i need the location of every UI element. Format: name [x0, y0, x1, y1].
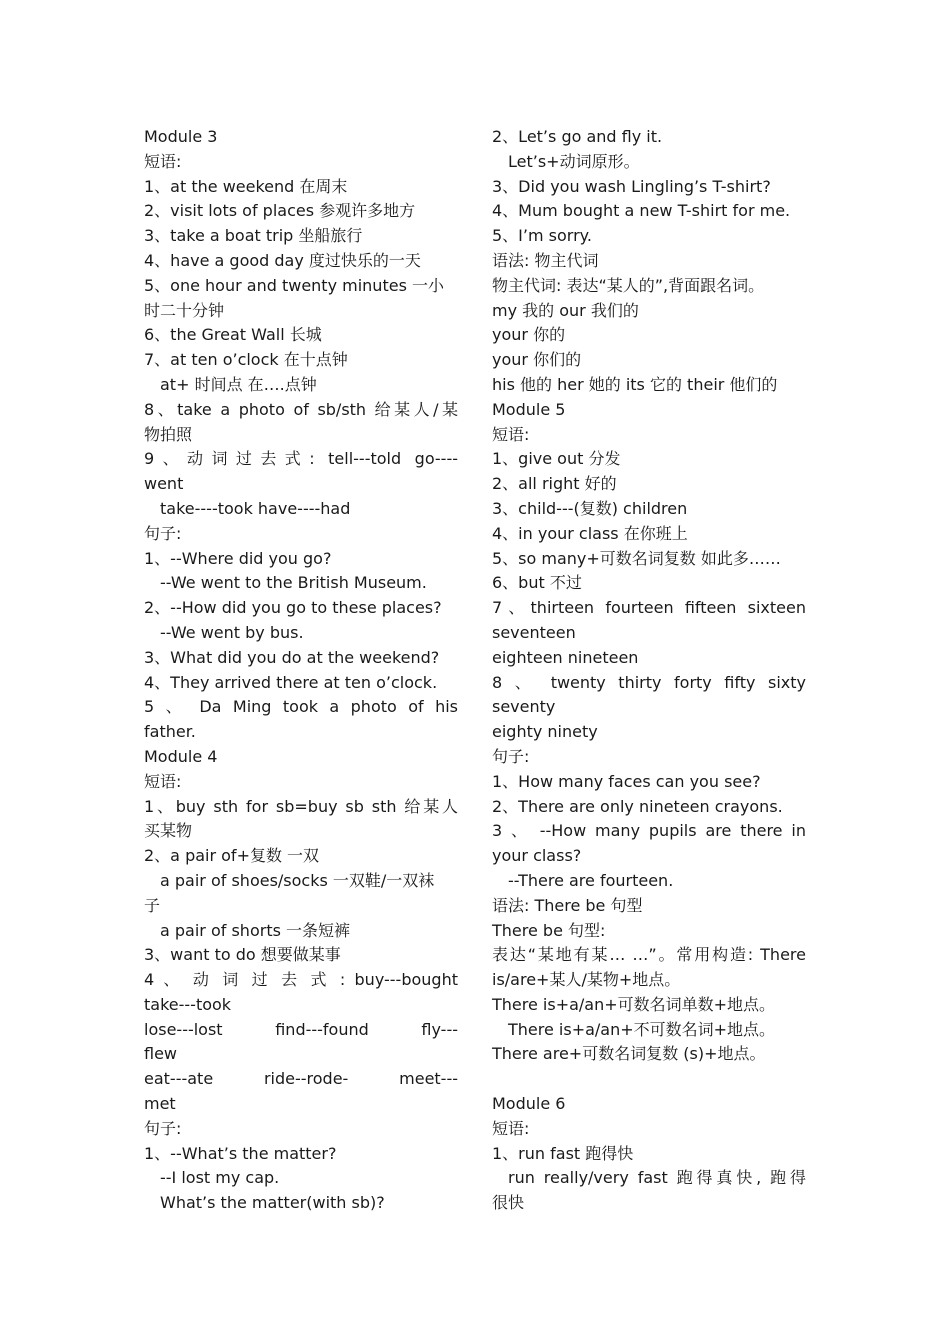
text-line: 3、want to do 想要做某事	[144, 945, 341, 965]
text-line: Let’s+动词原形。	[508, 151, 640, 171]
text-line: seventeen	[492, 622, 576, 642]
text-line: went	[144, 474, 184, 494]
text-line: 4、in your class 在你班上	[492, 523, 688, 543]
text-line: 9、动词过去式: tell---told go----	[144, 449, 458, 469]
text-line: 2、Let’s go and fly it.	[492, 127, 663, 146]
text-line: a pair of shoes/socks 一双鞋/一双袜	[160, 870, 435, 890]
text-line: take----took have----had	[160, 498, 351, 518]
text-line: 2、visit lots of places 参观许多地方	[144, 201, 416, 221]
text-line: 短语:	[144, 151, 182, 171]
text-line: 6、but 不过	[492, 573, 582, 593]
text-line: 2、There are only nineteen crayons.	[492, 796, 783, 816]
text-line: lose---lost find---found fly---	[144, 1019, 458, 1039]
text-line: 4 、 动 词 过 去 式 : buy---bought	[144, 970, 458, 990]
text-line: 4、Mum bought a new T-shirt for me.	[492, 201, 791, 221]
text-line: 短语:	[144, 771, 182, 791]
text-line: eighty ninety	[492, 722, 598, 742]
text-line: 句子:	[144, 523, 182, 543]
text-line: There is+a/an+可数名词单数+地点。	[492, 994, 776, 1014]
text-line: 子	[144, 895, 161, 915]
text-line: 短语:	[492, 424, 530, 444]
text-line: 8、take a photo of sb/sth 给某人/某	[144, 399, 458, 419]
text-line	[492, 1067, 806, 1092]
text-line: eighteen nineteen	[492, 647, 639, 667]
text-line: 3、Did you wash Lingling’s T-shirt?	[492, 176, 771, 196]
text-line: 5、one hour and twenty minutes 一小	[144, 275, 444, 295]
text-line: 很快	[492, 1193, 525, 1213]
text-line: There be 句型:	[492, 920, 606, 940]
text-line: 2、a pair of+复数 一双	[144, 846, 320, 866]
text-line: 2、all right 好的	[492, 474, 617, 494]
text-line: Module 6	[492, 1094, 566, 1114]
text-line: 句子:	[144, 1118, 182, 1138]
text-line: your class?	[492, 846, 582, 866]
text-line: Module 3	[144, 127, 218, 146]
text-line: seventy	[492, 697, 556, 717]
text-line: 语法: 物主代词	[492, 250, 599, 270]
text-line: at+ 时间点 在….点钟	[160, 374, 317, 394]
text-line: Module 4	[144, 746, 218, 766]
text-line: --We went by bus.	[160, 622, 304, 642]
text-line: his 他的 her 她的 its 它的 their 他们的	[492, 374, 778, 394]
text-line: 物拍照	[144, 424, 193, 444]
text-line: There is+a/an+不可数名词+地点。	[508, 1019, 776, 1039]
text-line: 1、run fast 跑得快	[492, 1143, 634, 1163]
text-line: 物主代词: 表达“某人的”,背面跟名词。	[492, 275, 765, 295]
text-line: There are+可数名词复数 (s)+地点。	[492, 1044, 766, 1064]
text-line: 语法: There be 句型	[492, 895, 643, 915]
left-column	[144, 125, 458, 1216]
text-line: 1、How many faces can you see?	[492, 771, 761, 791]
text-line: 5 、 Da Ming took a photo of his	[144, 697, 458, 717]
text-line: 4、They arrived there at ten o’clock.	[144, 672, 438, 692]
text-line: 1、--What’s the matter?	[144, 1143, 337, 1163]
text-line: 3 、 --How many pupils are there in	[492, 821, 806, 841]
text-line: met	[144, 1094, 176, 1114]
text-line: --We went to the British Museum.	[160, 573, 427, 593]
text-line: 3、child---(复数) children	[492, 498, 688, 518]
text-line: 句子:	[492, 746, 530, 766]
text-line: Module 5	[492, 399, 566, 419]
text-line: 6、the Great Wall 长城	[144, 325, 322, 345]
text-line: 3、What did you do at the weekend?	[144, 647, 440, 667]
text-line: 1、at the weekend 在周末	[144, 176, 348, 196]
text-line: my 我的 our 我们的	[492, 300, 639, 320]
text-line: 7、at ten o’clock 在十点钟	[144, 350, 348, 370]
text-line: 买某物	[144, 821, 193, 841]
text-line: run really/very fast 跑得真快, 跑得	[508, 1168, 806, 1188]
text-line: take---took	[144, 994, 232, 1014]
text-line: 时二十分钟	[144, 300, 225, 320]
text-line: --There are fourteen.	[508, 870, 674, 890]
text-line: What’s the matter(with sb)?	[160, 1193, 385, 1213]
text-line: 2、--How did you go to these places?	[144, 598, 442, 618]
text-line: 3、take a boat trip 坐船旅行	[144, 226, 363, 246]
text-line: is/are+某人/某物+地点。	[492, 970, 681, 990]
text-line: 5、so many+可数名词复数 如此多……	[492, 548, 781, 568]
text-line: 4、have a good day 度过快乐的一天	[144, 250, 421, 270]
text-line: 短语:	[492, 1118, 530, 1138]
text-line: your 你的	[492, 325, 566, 345]
text-line: --I lost my cap.	[160, 1168, 280, 1188]
text-line: flew	[144, 1044, 178, 1064]
text-line: 1、--Where did you go?	[144, 548, 332, 568]
right-column	[492, 125, 806, 1216]
text-line: 1、give out 分发	[492, 449, 621, 469]
text-line: father.	[144, 722, 196, 742]
text-line: 5、I’m sorry.	[492, 226, 592, 246]
text-line: 8 、 twenty thirty forty fifty sixty	[492, 672, 806, 692]
text-line: 1、buy sth for sb=buy sb sth 给某人	[144, 796, 458, 816]
text-line: 7、thirteen fourteen fifteen sixteen	[492, 598, 806, 618]
text-line: 表达“某地有某… …”。常用构造: There	[492, 945, 806, 965]
text-line: your 你们的	[492, 350, 582, 370]
text-line: a pair of shorts 一条短裤	[160, 920, 351, 940]
text-line: eat---ate ride--rode- meet---	[144, 1069, 458, 1089]
